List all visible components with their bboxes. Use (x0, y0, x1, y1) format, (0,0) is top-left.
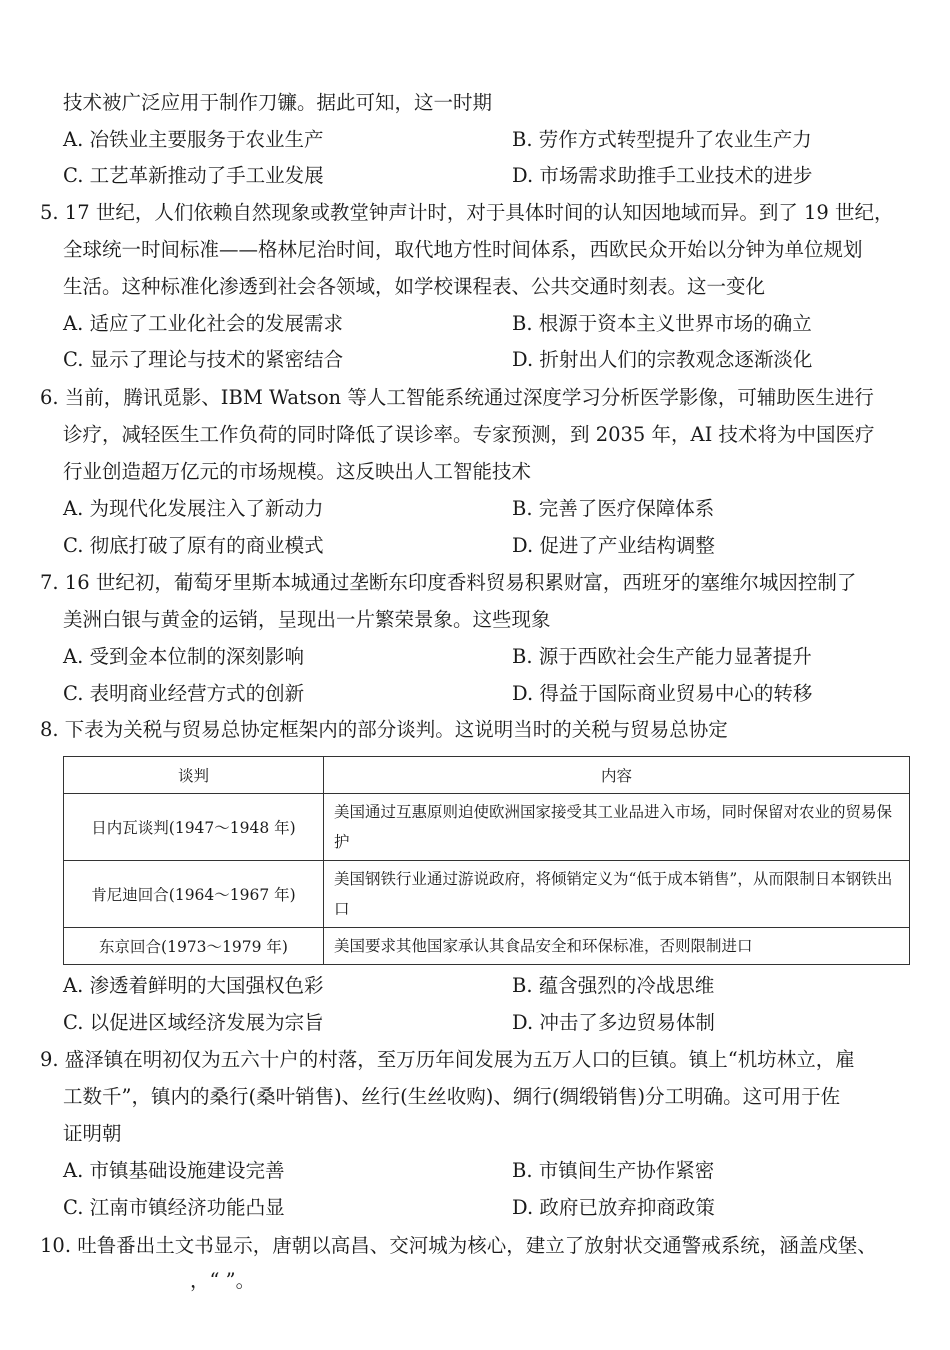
table-row (64, 928, 910, 965)
table-cell-content: 美国钢铁行业通过游说政府，将倾销定义为“低于成本销售”，从而限制日本钢铁出口 (324, 861, 910, 928)
q5-stem-line1: 5. 17 世纪，人们依赖自然现象或教堂钟声计时，对于具体时间的认知因地域而异。到了 19 世纪， (40, 201, 894, 224)
table-row (64, 861, 910, 928)
q9-stem-line2: 工数千”，镇内的桑行(桑叶销售)、丝行(生丝收购)、绸行(绸缎销售)分工明确。这可用于佐 (63, 1085, 841, 1108)
q4-option-a: A. 冶铁业主要服务于农业生产 (63, 128, 324, 151)
q4-stem: 技术被广泛应用于制作刀镰。据此可知，这一时期 (63, 91, 493, 114)
q5-option-b: B. 根源于资本主义世界市场的确立 (512, 312, 812, 335)
q7-option-b: B. 源于西欧社会生产能力显著提升 (512, 645, 812, 668)
table-header-row (64, 757, 910, 794)
q10-stem-partial: ，“ ”。 (190, 1269, 256, 1292)
q6-option-a: A. 为现代化发展注入了新动力 (63, 497, 324, 520)
q6-stem-line3: 行业创造超万亿元的市场规模。这反映出人工智能技术 (63, 460, 532, 483)
q6-option-c: C. 彻底打破了原有的商业模式 (63, 534, 324, 557)
table-header-content: 内容 (324, 757, 910, 794)
q6-stem-line2: 诊疗，减轻医生工作负荷的同时降低了误诊率。专家预测，到 2035 年，AI 技术将为中国医疗 (63, 423, 875, 446)
table-cell-content: 美国通过互惠原则迫使欧洲国家接受其工业品进入市场，同时保留对农业的贸易保护 (324, 794, 910, 861)
q8-option-b: B. 蕴含强烈的冷战思维 (512, 974, 715, 997)
q6-stem-line1: 6. 当前，腾讯觅影、IBM Watson 等人工智能系统通过深度学习分析医学影像，可辅助医生进行 (40, 386, 874, 409)
q4-option-b: B. 劳作方式转型提升了农业生产力 (512, 128, 812, 151)
q7-option-d: D. 得益于国际商业贸易中心的转移 (512, 682, 813, 705)
q4-option-c: C. 工艺革新推动了手工业发展 (63, 164, 324, 187)
table-cell-talk: 肯尼迪回合(1964～1967 年) (64, 861, 324, 928)
q5-stem-line3: 生活。这种标准化渗透到社会各领域，如学校课程表、公共交通时刻表。这一变化 (63, 275, 766, 298)
table-cell-talk: 东京回合(1973～1979 年) (64, 928, 324, 965)
q5-option-c: C. 显示了理论与技术的紧密结合 (63, 348, 344, 371)
q5-stem-line2: 全球统一时间标准——格林尼治时间，取代地方性时间体系，西欧民众开始以分钟为单位规划 (63, 238, 863, 261)
q4-option-d: D. 市场需求助推手工业技术的进步 (512, 164, 813, 187)
q6-option-d: D. 促进了产业结构调整 (512, 534, 715, 557)
q7-option-c: C. 表明商业经营方式的创新 (63, 682, 305, 705)
table-header-talk: 谈判 (64, 757, 324, 794)
q9-stem-line1: 9. 盛泽镇在明初仅为五六十户的村落，至万历年间发展为五万人口的巨镇。镇上“机坊林立，雇 (40, 1048, 855, 1071)
q5-option-d: D. 折射出人们的宗教观念逐渐淡化 (512, 348, 813, 371)
q9-stem-line3: 证明朝 (63, 1122, 122, 1145)
table-cell-content: 美国要求其他国家承认其食品安全和环保标准，否则限制进口 (324, 928, 910, 965)
q8-option-a: A. 渗透着鲜明的大国强权色彩 (63, 974, 324, 997)
q9-option-c: C. 江南市镇经济功能凸显 (63, 1196, 285, 1219)
q9-option-d: D. 政府已放弃抑商政策 (512, 1196, 715, 1219)
q7-stem-line1: 7. 16 世纪初，葡萄牙里斯本城通过垄断东印度香料贸易积累财富，西班牙的塞维尔城因控制了 (40, 571, 857, 594)
q8-option-d: D. 冲击了多边贸易体制 (512, 1011, 715, 1034)
q9-option-b: B. 市镇间生产协作紧密 (512, 1159, 715, 1182)
negotiation-table (63, 756, 910, 965)
q7-stem-line2: 美洲白银与黄金的运销，呈现出一片繁荣景象。这些现象 (63, 608, 551, 631)
q7-option-a: A. 受到金本位制的深刻影响 (63, 645, 304, 668)
q10-stem-line1: 10. 吐鲁番出土文书显示，唐朝以高昌、交河城为核心，建立了放射状交通警戒系统，涵盖戍堡、 (40, 1234, 877, 1257)
table-cell-talk: 日内瓦谈判(1947～1948 年) (64, 794, 324, 861)
q8-option-c: C. 以促进区域经济发展为宗旨 (63, 1011, 324, 1034)
table-row (64, 794, 910, 861)
q6-option-b: B. 完善了医疗保障体系 (512, 497, 715, 520)
q8-stem: 8. 下表为关税与贸易总协定框架内的部分谈判。这说明当时的关税与贸易总协定 (40, 718, 728, 741)
q9-option-a: A. 市镇基础设施建设完善 (63, 1159, 285, 1182)
q5-option-a: A. 适应了工业化社会的发展需求 (63, 312, 343, 335)
